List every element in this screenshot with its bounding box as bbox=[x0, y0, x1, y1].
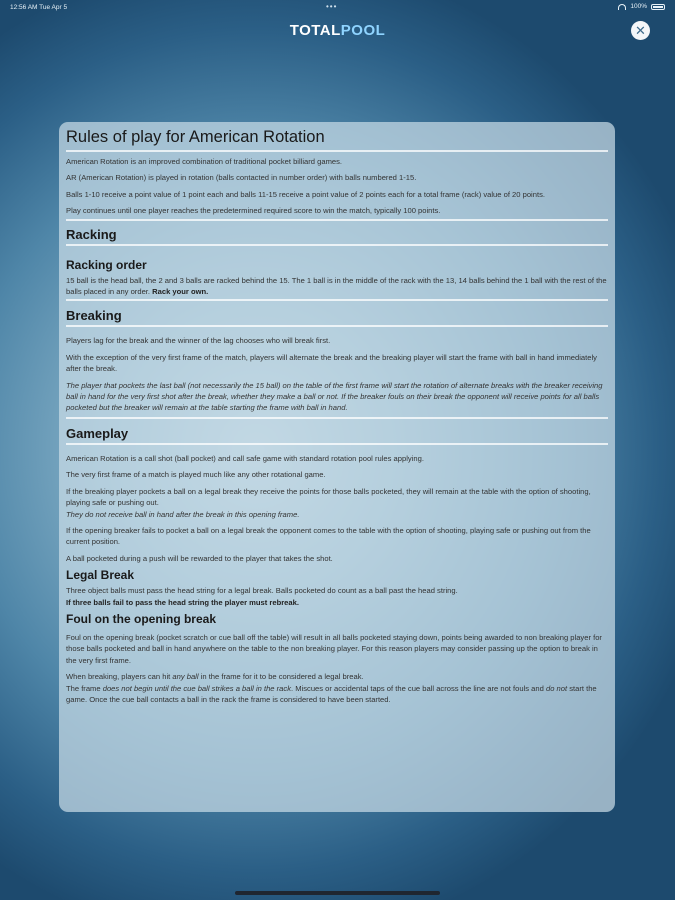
legal-break-bold: If three balls fail to pass the head string the player must rebreak. bbox=[66, 597, 299, 607]
foul-p3-c: . Miscues or accidental taps of the cue ball across the line are not fouls and bbox=[291, 683, 546, 693]
close-button[interactable] bbox=[631, 21, 650, 40]
breaking-p3-last-ball: last ball bbox=[159, 380, 186, 390]
legal-break-paragraph bbox=[66, 585, 608, 608]
foul-p2-c: in the frame for it to be considered a legal break. bbox=[198, 672, 364, 682]
breaking-paragraph-2: With the exception of the very first frame of the match, players will alternate the break and the breaking player will start the frame with ball in hand immediately after the break. bbox=[66, 352, 597, 374]
close-icon: ✕ bbox=[635, 23, 646, 38]
foul-break-paragraph-1: Foul on the opening break (pocket scratch or cue ball off the table) will result in all balls pocketed staying down, points being awarded to non breaking player for those balls pocketed and ball in hand anywhere on the table to the non breaking player. For this reason players may consider passing up the option to break in the very first frame. bbox=[66, 632, 602, 665]
gameplay-paragraph-4: If the opening breaker fails to pocket a ball on a legal break the opponent comes to the table with the option of shooting, playing safe or pushing out from the current position. bbox=[66, 525, 591, 547]
battery-percent: 100% bbox=[630, 3, 647, 10]
gameplay-paragraph-3 bbox=[66, 486, 608, 520]
racking-order-heading: Racking order bbox=[66, 257, 147, 272]
intro-paragraph-3: Balls 1-10 receive a point value of 1 point each and balls 11-15 receive a point value of 2 points each for a total frame (rack) value of 20 points. bbox=[66, 189, 545, 199]
breaking-p3-d: but the breaker will remain at the table starting the frame with ball in hand. bbox=[98, 403, 348, 413]
intro-paragraph-2: AR (American Rotation) is played in rotation (balls contacted in number order) with balls numbered 1-15. bbox=[66, 173, 417, 183]
foul-break-heading: Foul on the opening break bbox=[66, 611, 216, 626]
intro-section bbox=[66, 156, 608, 217]
multitasking-dots-icon[interactable]: ••• bbox=[326, 2, 338, 11]
gameplay-paragraph-5: A ball pocketed during a push will be rewarded to the player that takes the shot. bbox=[66, 553, 333, 563]
foul-p3-a: The frame bbox=[66, 683, 103, 693]
foul-p3-e: start the game. Once the cue ball contacts a ball in the rack the frame is considered to have been started. bbox=[66, 683, 597, 704]
gameplay-p3-text: If the breaking player pockets a ball on a legal break they receive the points for those balls pocketed, they will remain at the table with the option of shooting, playing safe or pushing out. bbox=[66, 486, 591, 508]
status-time: 12:56 AM Tue Apr 5 bbox=[10, 4, 68, 11]
legal-break-heading: Legal Break bbox=[66, 568, 135, 583]
foul-p3-b: does not begin until the cue ball strikes a ball in the rack bbox=[102, 683, 291, 693]
gameplay-heading: Gameplay bbox=[66, 417, 608, 445]
rack-your-own: Rack your own. bbox=[152, 287, 209, 297]
status-bar bbox=[0, 0, 675, 14]
breaking-paragraph-1: Players lag for the break and the winner of the lag chooses who will break first. bbox=[66, 336, 331, 346]
app-logo bbox=[0, 22, 675, 39]
breaking-p3-c: (not necessarily the 15 ball) on the table of the first frame will start the rotation of alternate breaks with the breaker receiving ball in hand for the very first shot after the break, whether they make a ball or not. If the breaker fouls on their break the opponent will receive points for all balls pocketed bbox=[66, 380, 603, 413]
intro-paragraph-1: American Rotation is an improved combination of traditional pocket billiard games. bbox=[66, 157, 343, 166]
status-indicators bbox=[618, 3, 665, 10]
logo-pool: POOL bbox=[340, 22, 386, 39]
gameplay-paragraph-2: The very first frame of a match is played much like any other rotational game. bbox=[66, 470, 326, 480]
breaking-heading: Breaking bbox=[66, 299, 608, 327]
battery-icon bbox=[651, 4, 665, 10]
foul-break-paragraph-3 bbox=[66, 683, 608, 706]
foul-p2-a: When breaking, players can hit bbox=[66, 672, 173, 682]
foul-p2-any-ball: any ball bbox=[172, 672, 199, 682]
racking-heading: Racking bbox=[66, 219, 608, 246]
home-indicator[interactable] bbox=[235, 891, 440, 895]
breaking-p3-a: The player that pockets the bbox=[66, 380, 160, 390]
gameplay-paragraph-1: American Rotation is a call shot (ball pocket) and call safe game with standard rotation pool rules applying. bbox=[66, 453, 424, 463]
gameplay-p3-italic: They do not receive ball in hand after the break in this opening frame. bbox=[66, 509, 300, 519]
logo-total: TOTAL bbox=[289, 22, 341, 39]
racking-order-text: 15 ball is the head ball, the 2 and 3 balls are racked behind the 15. The 1 ball is in the middle of the rack with the 13, 14 balls behind the 1 ball with the rest of the balls placed in any order. bbox=[66, 275, 607, 297]
wifi-icon bbox=[618, 4, 626, 10]
rules-panel[interactable] bbox=[59, 122, 615, 812]
rules-title: Rules of play for American Rotation bbox=[66, 127, 608, 152]
legal-break-text: Three object balls must pass the head string for a legal break. Balls pocketed do count as a ball past the head string. bbox=[66, 586, 458, 596]
foul-break-paragraph-2 bbox=[66, 671, 608, 682]
intro-paragraph-4: Play continues until one player reaches the predetermined required score to win the match, typically 100 points. bbox=[66, 206, 441, 216]
racking-order-paragraph bbox=[66, 275, 608, 298]
foul-p3-d: do not bbox=[545, 683, 568, 693]
breaking-paragraph-3 bbox=[66, 380, 608, 414]
